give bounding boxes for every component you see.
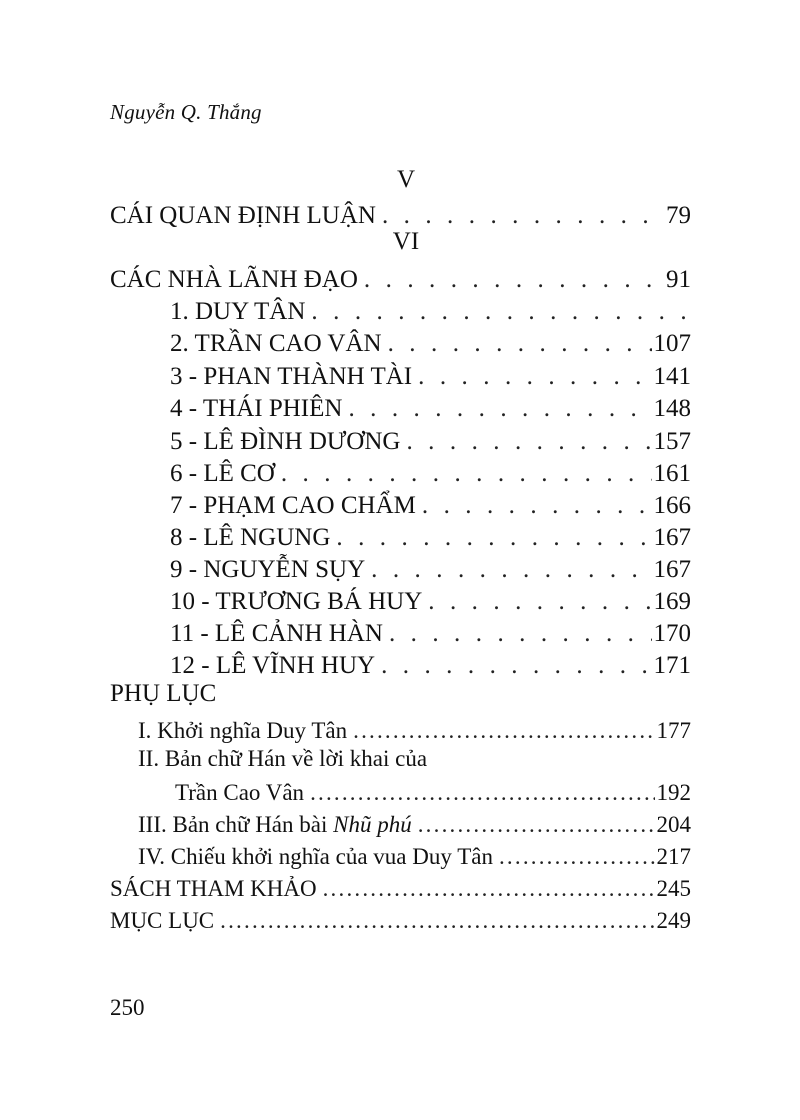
toc-entry-leader-7 — [170, 486, 691, 520]
toc-entry-references — [110, 868, 691, 902]
dot-leader — [382, 202, 664, 230]
dot-leader — [428, 588, 651, 616]
toc-entry-leader-9 — [170, 550, 691, 584]
toc-entry-appendix-2 — [175, 772, 691, 806]
dot-leader — [499, 844, 655, 870]
toc-entry-leader-2 — [170, 324, 691, 358]
dot-leader — [389, 620, 652, 648]
toc-entry-label: 9 - NGUYỄN SỤY — [170, 556, 366, 583]
toc-entry-label: 8 - LÊ NGUNG — [170, 524, 331, 551]
toc-entry-label: IV. Chiếu khởi nghĩa của vua Duy Tân — [138, 844, 493, 869]
running-header-author: Nguyễn Q. Thắng — [110, 100, 262, 124]
toc-entry-page: 161 — [653, 460, 691, 487]
toc-entry-page: 166 — [653, 492, 691, 519]
toc-entry-leader-10 — [170, 582, 691, 616]
section-numeral-vi: VI — [392, 228, 420, 255]
toc-entry-page: 107 — [653, 330, 691, 357]
dot-leader — [310, 780, 654, 806]
toc-entry-label: 1. DUY TÂN — [170, 298, 306, 325]
toc-entry-page: 245 — [656, 876, 691, 901]
toc-entry-page: 169 — [653, 588, 691, 615]
toc-entry-appendix-1 — [138, 710, 691, 744]
dot-leader — [418, 812, 655, 838]
toc-entry-page: 249 — [656, 908, 691, 933]
dot-leader — [323, 876, 655, 902]
toc-entry-label — [138, 812, 412, 838]
appendix-item-2-line-1: II. Bản chữ Hán về lời khai của — [138, 746, 428, 771]
toc-entry-page: 204 — [656, 812, 691, 837]
toc-entry-page: 177 — [656, 718, 691, 743]
toc-entry-page: 148 — [653, 395, 691, 422]
toc-entry-page: 192 — [656, 780, 691, 805]
dot-leader — [353, 718, 654, 744]
toc-entry-label: 3 - PHAN THÀNH TÀI — [170, 363, 413, 390]
section-numeral-v: V — [396, 166, 416, 193]
toc-entry-label: 2. TRẦN CAO VÂN — [170, 330, 382, 357]
toc-entry-page: 167 — [653, 556, 691, 583]
dot-leader — [281, 460, 652, 488]
toc-entry-label: 11 - LÊ CẢNH HÀN — [170, 620, 383, 647]
toc-entry-label-italic: Nhũ phú — [333, 812, 412, 837]
toc-entry-leader-3 — [170, 357, 691, 391]
toc-entry-page: 170 — [653, 620, 691, 647]
toc-entry-leader-11 — [170, 614, 691, 648]
appendix-title: PHỤ LỤC — [110, 680, 217, 707]
toc-entry-page: 141 — [653, 363, 691, 390]
toc-entry-leader-4 — [170, 389, 691, 423]
dot-leader — [311, 298, 689, 326]
toc-entry-label: 6 - LÊ CƠ — [170, 460, 275, 487]
toc-entry-label: MỤC LỤC — [110, 908, 215, 933]
page-number: 250 — [110, 995, 145, 1020]
dot-leader — [348, 395, 651, 423]
dot-leader — [406, 428, 651, 456]
toc-entry-page: 167 — [653, 524, 691, 551]
toc-entry-cac-nha-lanh-dao — [110, 260, 691, 294]
dot-leader — [220, 908, 654, 934]
dot-leader — [418, 363, 651, 391]
toc-entry-appendix-4 — [138, 836, 691, 870]
toc-entry-page: 217 — [656, 844, 691, 869]
dot-leader — [388, 330, 652, 358]
toc-entry-label: 7 - PHẠM CAO CHẨM — [170, 492, 416, 519]
dot-leader — [364, 266, 664, 294]
toc-entry-label: SÁCH THAM KHẢO — [110, 876, 317, 901]
toc-entry-label: 10 - TRƯƠNG BÁ HUY — [170, 588, 423, 615]
toc-entry-label-prefix: III. Bản chữ Hán bài — [138, 812, 334, 837]
toc-entry-page: 171 — [653, 652, 691, 679]
dot-leader — [371, 556, 651, 584]
dot-leader — [381, 652, 651, 680]
toc-entry-leader-1 — [170, 292, 691, 326]
toc-entry-cai-quan-dinh-luan — [110, 196, 691, 230]
toc-entry-label: 4 - THÁI PHIÊN — [170, 395, 343, 422]
dot-leader — [422, 492, 652, 520]
toc-entry-label: 12 - LÊ VĨNH HUY — [170, 652, 376, 679]
toc-entry-leader-8 — [170, 518, 691, 552]
toc-entry-page: 91 — [666, 266, 691, 293]
toc-entry-leader-6 — [170, 454, 691, 488]
toc-entry-page: 157 — [653, 428, 691, 455]
toc-entry-page: 79 — [666, 202, 691, 229]
toc-entry-label: Trần Cao Vân — [175, 780, 305, 805]
toc-entry-appendix-3 — [138, 804, 691, 838]
toc-entry-label: I. Khởi nghĩa Duy Tân — [138, 718, 348, 743]
toc-entry-contents — [110, 900, 691, 934]
dot-leader — [336, 524, 651, 552]
toc-entry-leader-12 — [170, 646, 691, 680]
toc-entry-label: CÁI QUAN ĐỊNH LUẬN — [110, 202, 376, 229]
toc-entry-leader-5 — [170, 422, 691, 456]
toc-entry-label: 5 - LÊ ĐÌNH DƯƠNG — [170, 428, 401, 455]
toc-entry-label: CÁC NHÀ LÃNH ĐẠO — [110, 266, 358, 293]
